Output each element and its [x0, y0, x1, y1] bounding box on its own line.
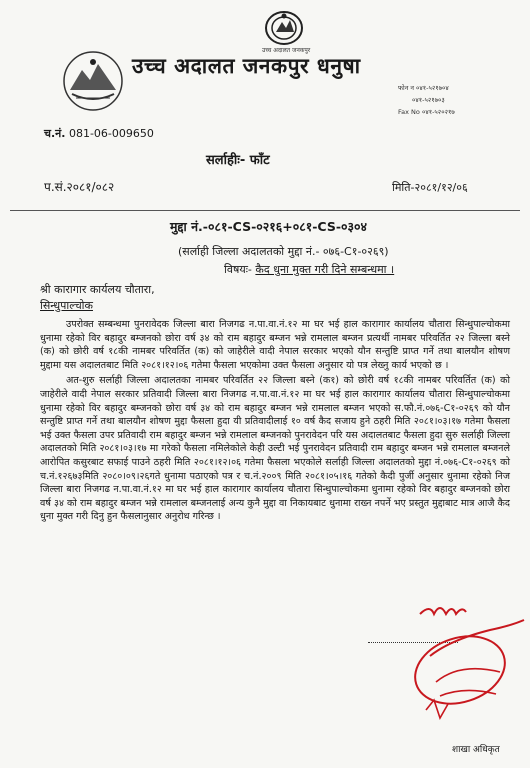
signature-stamp-icon [400, 600, 528, 750]
dispatch-number-value: 081-06-009650 [68, 127, 154, 140]
letter-number: प.सं.२०८१/०८२ [44, 180, 115, 194]
emblem-caption: उच्च अदालत जनकपुर [262, 47, 311, 54]
fax: Fax No ०४१-५२०२१७ [398, 108, 455, 116]
court-name-title: उच्च अदालत जनकपुर धनुषा [132, 54, 361, 78]
letter-body [40, 318, 510, 526]
case-number: मुद्दा नं.-०८१-CS-०२१६+०८१-CS-०३०४ [170, 219, 368, 234]
body-paragraph-2: अत-शुरु सर्लाही जिल्ला अदालतका नामबर परिवर्तित २२ जिल्ला बस्ने (क१) को छोरी वर्ष १८की नामबर परिवर्तित (क) को जाहेरीले वादी नेपाल सरकार प्रतिवादी जिल्ला बारा निजगढ न.पा.वा.नं.१२ मा घर भई हाल कारागार कार्यालय चौतारा सिन्धुपाल्चोकमा धुनामा रहेको विर बहादुर बम्जनको छोरा वर्ष ३४ को राम बहादुर बम्जन भन्ने रामलाल बम्जन भएको स.फौ.नं.०७६-C१-०२६९ को यौन सन्तुष्टि प्राप्त गर्ने तथा बालयौन शोषण मुद्दा फैसला हुदा यी प्रतिवादीलाई १० वर्ष कैद सजाय हुने ठहरी मिति २०८१।०३।१७ गतेमा फैसला भई उक्त फैसला उपर प्रतिवादी राम बहादुर बम्जन भन्ने रामलाल बम्जनको पुनरावेदन परि यस अदालतबाट फैसला हुदा सुरु सर्लाही जिल्ला अदालतको मिति २०८१।०३।१७ मा गरेको फैसला नमिलेकोले केही उल्टी भई पुनरावेदन प्रतिवादी राम बहादुर बम्जन भन्ने रामलाल बम्जनले आरोपित कसुरबाट सफाई पाउने ठहरी मिति २०८१।१२।०६ गतेमा फैसला भएकोले सर्लाही जिल्ला अदालतको मुद्दा नं.०७६-C१-०२६९ को च.नं.१२६७३मिति २०८०।०९।२६गते धुनामा पठाएको पत्र र च.नं.२००९ मिति २०८१।०५।१६ गतेको कैदी पुर्जी अनुसार धुनामा रहेको निज जिल्ला बारा निजगढ न.पा.वा.नं.१२ मा घर भई हाल कारागार कार्यालय चौतारा सिन्धुपाल्चोकमा धुनामा रहेको विर बहादुर बम्जनको छोरा वर्ष ३४ को राम बहादुर बम्जन भन्ने रामलाल बम्जनलाई अन्य कुनै मुद्दा वा निकायबाट धुनामा राख्न नपर्ने भए प्रस्तुत मुद्दाबाट मात्र आजै कैद धुना मुक्त गरी दिनु हुन फैसलानुसार अनुरोध गरिन्छ । [40, 375, 510, 523]
dispatch-number-label: च.नं. [44, 127, 66, 140]
contact-block [398, 82, 455, 118]
district-case-number: (सर्लाही जिल्ला अदालतको मुद्दा नं.- ०७६-C१-०२६९) [178, 245, 389, 258]
court-logo-icon [62, 50, 124, 112]
phone-2: ०४१-५२१७०३ [412, 96, 445, 104]
addressee-name: श्री कारागार कार्यलय चौतारा, [40, 283, 155, 296]
addressee-location: सिन्धुपाल्चोक [40, 299, 93, 312]
nepal-emblem-icon [254, 8, 314, 44]
letter-date: मिति-२०८१/१२/०६ [392, 181, 468, 194]
subject-text: कैद धुना मुक्त गरी दिने सम्बन्धमा । [255, 263, 395, 276]
phone-1: फोन न ०४१-५२१७०४ [398, 84, 449, 92]
dispatch-number [44, 126, 154, 141]
addressee [40, 282, 155, 314]
subject-label: विषयः- [224, 263, 256, 276]
signatory-role: शाखा अधिकृत [452, 745, 500, 755]
section-heading: सर्लाहीः- फाँट [206, 153, 270, 168]
header-divider [10, 210, 520, 211]
body-paragraph-1: उपरोक्त सम्बन्धमा पुनरावेदक जिल्ला बारा निजगढ न.पा.वा.नं.१२ मा घर भई हाल कारागार कार्यालय चौतारा सिन्धुपाल्चोकमा धुनामा रहेको विर बहादुर बम्जनको छोरा वर्ष ३४ को राम बहादुर बम्जन भन्ने रामलाल बम्जन प्रत्यर्थी नामबर परिवर्तित २२ जिल्ला बस्ने (क) को छोरी वर्ष १८की नामबर परिवर्तित (क) को जाहेरीले वादी नेपाल सरकार भएको यौन सन्तुष्टि प्राप्त गर्ने तथा बालयौन शोषण मुद्दामा यस अदालतबाट मिति २०८१।१२।०६ गतेमा फैसला भएकोमा उक्त फैसला अनुसार यो पत्र लेख्नु कार्य भएको छ । [40, 319, 510, 371]
subject-line [224, 262, 394, 277]
